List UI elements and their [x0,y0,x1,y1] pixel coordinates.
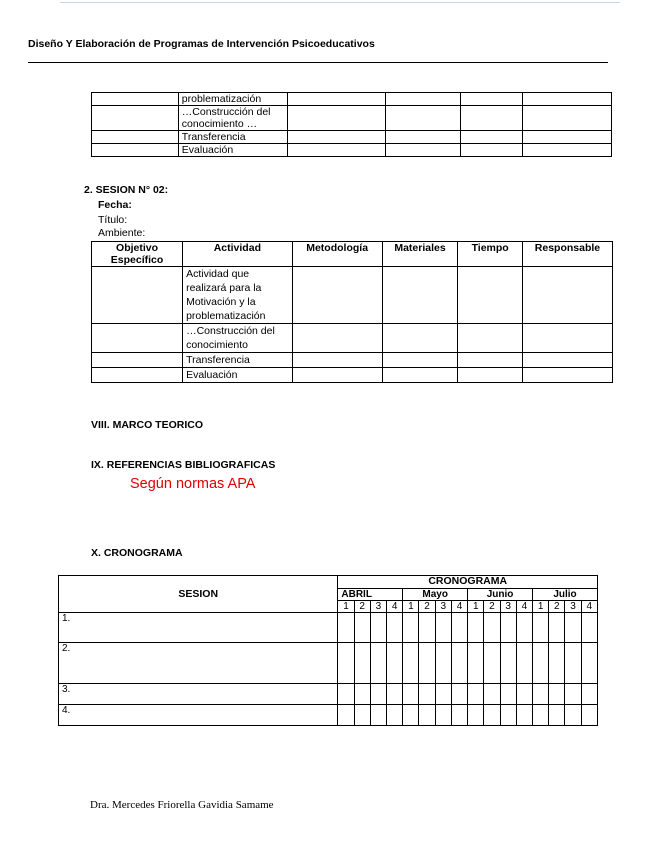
activity-cell: Transferencia [183,353,293,368]
month-header: Junio [468,589,533,601]
week-number: 1 [338,601,354,613]
session-row-label: 3. [59,684,338,705]
session-row-label: 1. [59,613,338,643]
session1-table [91,92,612,157]
cronograma-table [58,575,598,726]
table-row [59,705,598,726]
session2-heading: 2. SESION N° 02: [84,184,169,196]
column-header: Actividad [183,242,293,267]
table-row [92,368,613,383]
month-header: Mayo [403,589,468,601]
section8-heading: VIII. MARCO TEORICO [91,419,204,431]
page-header-title: Diseño Y Elaboración de Programas de Intervención Psicoeducativos [28,38,375,50]
table-row [92,144,612,157]
table-row [92,324,613,353]
table-header-row [92,242,613,267]
column-header: Objetivo Específico [92,242,183,267]
week-number: 2 [549,601,565,613]
cronograma-header: CRONOGRAMA [338,576,598,589]
table-row [92,93,612,106]
activity-cell: Evaluación [178,144,287,157]
top-rule [60,2,620,3]
column-header: Responsable [522,242,612,267]
column-header: Metodología [292,242,382,267]
footer-author: Dra. Mercedes Friorella Gavidia Samame [90,799,274,811]
week-number: 4 [516,601,532,613]
month-header: ABRIL [338,589,403,601]
table-row [59,684,598,705]
week-number: 3 [500,601,516,613]
header-rule [28,62,608,63]
table-row [92,267,613,324]
activity-cell: …Construcción del conocimiento … [178,106,287,131]
week-number: 4 [451,601,467,613]
session-row-label: 2. [59,643,338,684]
week-number: 1 [533,601,549,613]
activity-cell: problematización [178,93,287,106]
activity-cell: Actividad que realizará para la Motivación y la problematización [183,267,293,324]
fecha-label: Fecha: [98,199,132,211]
activity-cell: Evaluación [183,368,293,383]
activity-cell: …Construcción del conocimiento [183,324,293,353]
sesion-header: SESION [59,576,338,613]
session-row-label: 4. [59,705,338,726]
section10-heading: X. CRONOGRAMA [91,547,183,559]
ambiente-label: Ambiente: [98,227,146,239]
week-number: 3 [370,601,386,613]
week-number: 2 [354,601,370,613]
week-number: 2 [419,601,435,613]
section9-heading: IX. REFERENCIAS BIBLIOGRAFICAS [91,459,276,471]
week-number: 3 [435,601,451,613]
table-row [59,613,598,643]
column-header: Materiales [382,242,458,267]
table-row [92,106,612,131]
apa-note: Según normas APA [130,476,256,492]
activity-cell: Transferencia [178,131,287,144]
table-row [92,353,613,368]
week-number: 4 [387,601,403,613]
week-number: 3 [565,601,581,613]
week-number: 2 [484,601,500,613]
month-header: Julio [533,589,598,601]
session2-table [91,241,613,383]
week-number: 1 [403,601,419,613]
titulo-label: Título: [98,214,128,226]
column-header: Tiempo [458,242,522,267]
week-number: 1 [468,601,484,613]
week-number: 4 [581,601,597,613]
table-row [92,131,612,144]
table-row [59,643,598,684]
